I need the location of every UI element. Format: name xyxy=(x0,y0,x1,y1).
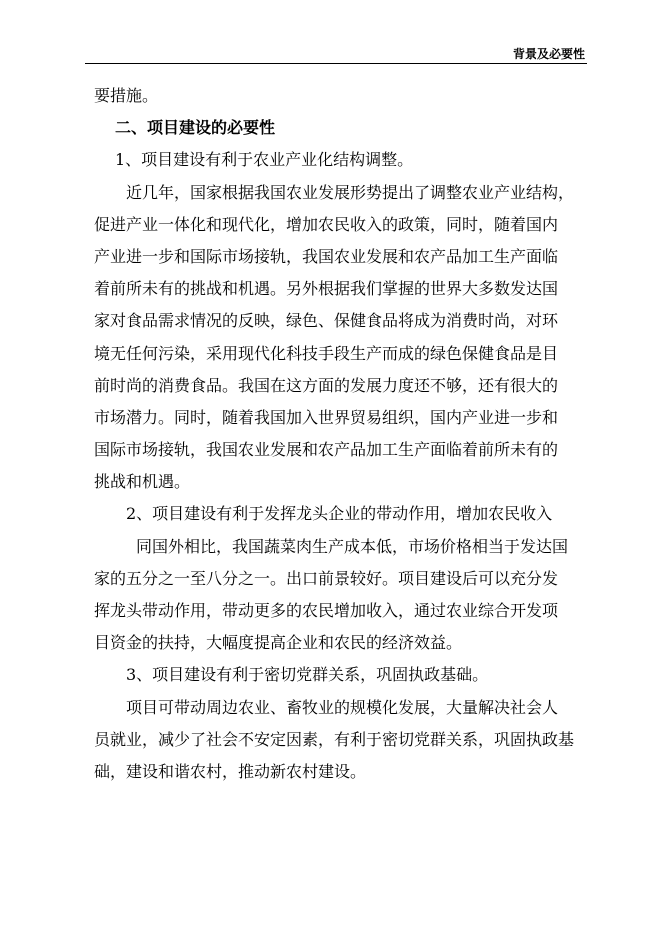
paragraph-line: 项目可带动周边农业、畜牧业的规模化发展，大量解决社会人 xyxy=(126,697,559,717)
page-header xyxy=(85,0,587,64)
section-heading: 二、项目建设的必要性 xyxy=(115,118,276,138)
paragraph-line: 目资金的扶持，大幅度提高企业和农民的经济效益。 xyxy=(94,633,463,653)
paragraph-line: 促进产业一体化和现代化，增加农民收入的政策，同时，随着国内 xyxy=(94,214,559,234)
paragraph-line: 着前所未有的挑战和机遇。另外根据我们掌握的世界大多数发达国 xyxy=(94,279,559,299)
paragraph-line: 础，建设和谐农村，推动新农村建设。 xyxy=(94,761,367,781)
paragraph-line: 家对食品需求情况的反映，绿色、保健食品将成为消费时尚，对环 xyxy=(94,311,559,331)
document-body xyxy=(94,80,586,788)
paragraph-line: 前时尚的消费食品。我国在这方面的发展力度还不够，还有很大的 xyxy=(94,375,559,395)
paragraph-line: 近几年，国家根据我国农业发展形势提出了调整农业产业结构， xyxy=(126,182,575,202)
paragraph-line: 境无任何污染，采用现代化科技手段生产而成的绿色保健食品是目 xyxy=(94,343,559,363)
paragraph-line: 员就业，减少了社会不安定因素，有利于密切党群关系，巩固执政基 xyxy=(94,729,575,749)
paragraph-line: 国际市场接轨，我国农业发展和农产品加工生产面临着前所未有的 xyxy=(94,440,559,460)
paragraph-line: 市场潜力。同时，随着我国加入世界贸易组织，国内产业进一步和 xyxy=(94,407,559,427)
paragraph-line: 产业进一步和国际市场接轨，我国农业发展和农产品加工生产面临 xyxy=(94,246,559,266)
paragraph-line: 挑战和机遇。 xyxy=(94,472,191,492)
header-rule xyxy=(85,63,587,64)
subheading-1: 1、项目建设有利于农业产业化结构调整。 xyxy=(115,150,414,170)
paragraph-line: 要措施。 xyxy=(94,86,159,105)
paragraph-line: 同国外相比，我国蔬菜肉生产成本低，市场价格相当于发达国 xyxy=(136,536,569,556)
subheading-3: 3、项目建设有利于密切党群关系，巩固执政基础。 xyxy=(126,665,489,685)
subheading-2: 2、项目建设有利于发挥龙头企业的带动作用，增加农民收入 xyxy=(126,504,553,524)
header-title: 背景及必要性 xyxy=(512,47,585,61)
paragraph-line: 家的五分之一至八分之一。出口前景较好。项目建设后可以充分发 xyxy=(94,568,559,588)
paragraph-line: 挥龙头带动作用，带动更多的农民增加收入，通过农业综合开发项 xyxy=(94,601,559,620)
